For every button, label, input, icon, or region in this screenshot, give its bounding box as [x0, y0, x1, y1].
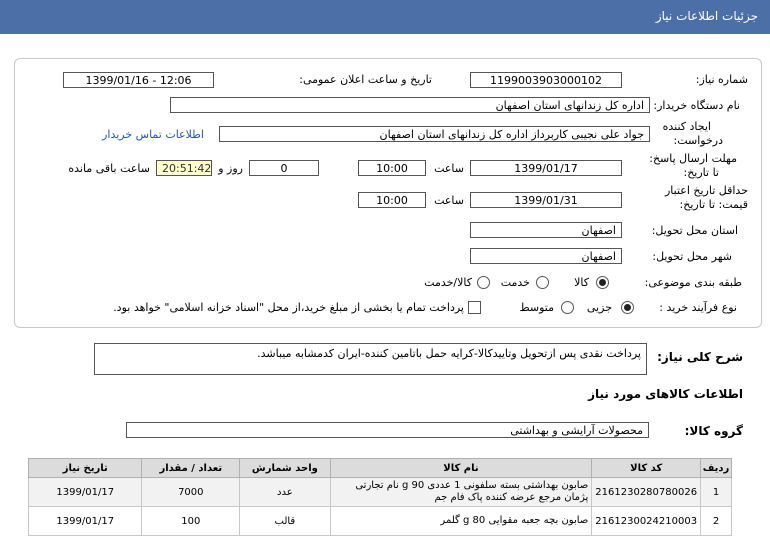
- purchase-option-minor: جزیی: [586, 301, 612, 314]
- cell-row: 1: [701, 478, 732, 507]
- cell-unit: قالب: [240, 507, 331, 536]
- col-name: نام کالا: [330, 459, 592, 478]
- category-option-goods-service: کالا/خدمت: [424, 276, 472, 289]
- price-validity-label-2: قیمت: تا تاریخ:: [679, 198, 748, 211]
- goods-table: [28, 458, 732, 536]
- col-unit: واحد شمارش: [240, 459, 331, 478]
- remaining-time-field: 20:51:42: [156, 160, 212, 176]
- price-validity-time-field[interactable]: 10:00: [358, 192, 426, 208]
- cell-date: 1399/01/17: [29, 507, 142, 536]
- days-label: روز و: [218, 162, 243, 175]
- category-radio-goods-service[interactable]: [477, 276, 490, 289]
- goods-table-header: [29, 459, 732, 478]
- col-qty: تعداد / مقدار: [142, 459, 240, 478]
- delivery-province-label: استان محل تحویل:: [651, 224, 738, 237]
- requester-label-2: درخواست:: [673, 134, 723, 147]
- cell-unit: عدد: [240, 478, 331, 507]
- category-option-goods: کالا: [574, 276, 589, 289]
- col-row: ردیف: [701, 459, 732, 478]
- description-field[interactable]: پرداخت نقدی پس ازتحویل وتاییدکالا-کرایه حمل باتامین کننده-ایران کدمشابه میباشد.: [94, 343, 647, 375]
- page-title: جزئیات اطلاعات نیاز: [655, 9, 758, 23]
- price-validity-time-label: ساعت: [434, 194, 464, 207]
- purchase-radio-minor[interactable]: [621, 301, 634, 314]
- response-deadline-label-2: تا تاریخ:: [683, 166, 719, 179]
- category-radio-goods[interactable]: [596, 276, 609, 289]
- table-row[interactable]: [29, 478, 732, 507]
- response-deadline-label-1: مهلت ارسال پاسخ:: [649, 152, 737, 165]
- purchase-option-medium: متوسط: [519, 301, 554, 314]
- cell-code: 2161230280780026: [592, 478, 701, 507]
- cell-date: 1399/01/17: [29, 478, 142, 507]
- col-code: کد کالا: [592, 459, 701, 478]
- remaining-time-label: ساعت باقی مانده: [68, 162, 150, 175]
- cell-name: صابون بهداشتی بسته سلفونی 1 عددی 90 g نام تجارتی پژمان مرجع عرضه کننده پاک فام جم: [330, 478, 592, 507]
- goods-group-field[interactable]: محصولات آرایشی و بهداشتی: [126, 422, 649, 438]
- response-time-label: ساعت: [434, 162, 464, 175]
- category-radio-service[interactable]: [536, 276, 549, 289]
- page-header: [0, 0, 770, 34]
- requester-field[interactable]: جواد علی نجیبی کاربرداز اداره کل زندانهای استان اصفهان: [219, 126, 650, 142]
- buyer-org-label: نام دستگاه خریدار:: [653, 99, 740, 112]
- cell-code: 2161230024210003: [592, 507, 701, 536]
- response-time-field[interactable]: 10:00: [358, 160, 426, 176]
- table-row[interactable]: [29, 507, 732, 536]
- buyer-org-field[interactable]: اداره کل زندانهای استان اصفهان: [170, 97, 650, 113]
- treasury-bonds-text: پرداخت تمام یا بخشی از مبلغ خرید،از محل "اسناد خزانه اسلامی" خواهد بود.: [113, 301, 464, 314]
- delivery-city-label: شهر محل تحویل:: [652, 250, 732, 263]
- category-label: طبقه بندی موضوعی:: [644, 276, 742, 289]
- need-number-field[interactable]: 1199003903000102: [470, 72, 622, 88]
- description-label: شرح کلی نیاز:: [657, 350, 743, 364]
- price-validity-date-field[interactable]: 1399/01/31: [470, 192, 622, 208]
- goods-section-title: اطلاعات کالاهای مورد نیاز: [588, 387, 743, 401]
- cell-qty: 7000: [142, 478, 240, 507]
- cell-row: 2: [701, 507, 732, 536]
- purchase-type-label: نوع فرآیند خرید :: [659, 301, 737, 314]
- need-number-label: شماره نیاز:: [695, 73, 748, 86]
- category-option-service: خدمت: [500, 276, 530, 289]
- delivery-province-field[interactable]: اصفهان: [470, 222, 622, 238]
- delivery-city-field[interactable]: اصفهان: [470, 248, 622, 264]
- requester-label-1: ایجاد کننده: [662, 120, 711, 133]
- col-date: تاریخ نیاز: [29, 459, 142, 478]
- treasury-bonds-checkbox[interactable]: [468, 301, 481, 314]
- response-date-field[interactable]: 1399/01/17: [470, 160, 622, 176]
- buyer-contact-link[interactable]: اطلاعات تماس خریدار: [102, 128, 204, 141]
- cell-qty: 100: [142, 507, 240, 536]
- purchase-radio-medium[interactable]: [561, 301, 574, 314]
- announce-datetime-label: تاریخ و ساعت اعلان عمومی:: [299, 73, 432, 86]
- announce-datetime-field[interactable]: 1399/01/16 - 12:06: [63, 72, 214, 88]
- goods-group-label: گروه کالا:: [684, 424, 743, 438]
- price-validity-label-1: حداقل تاریخ اعتبار: [664, 184, 748, 197]
- remaining-days-field: 0: [249, 160, 319, 176]
- cell-name: صابون بچه جعبه مقوایی 80 g گلمر: [330, 507, 592, 536]
